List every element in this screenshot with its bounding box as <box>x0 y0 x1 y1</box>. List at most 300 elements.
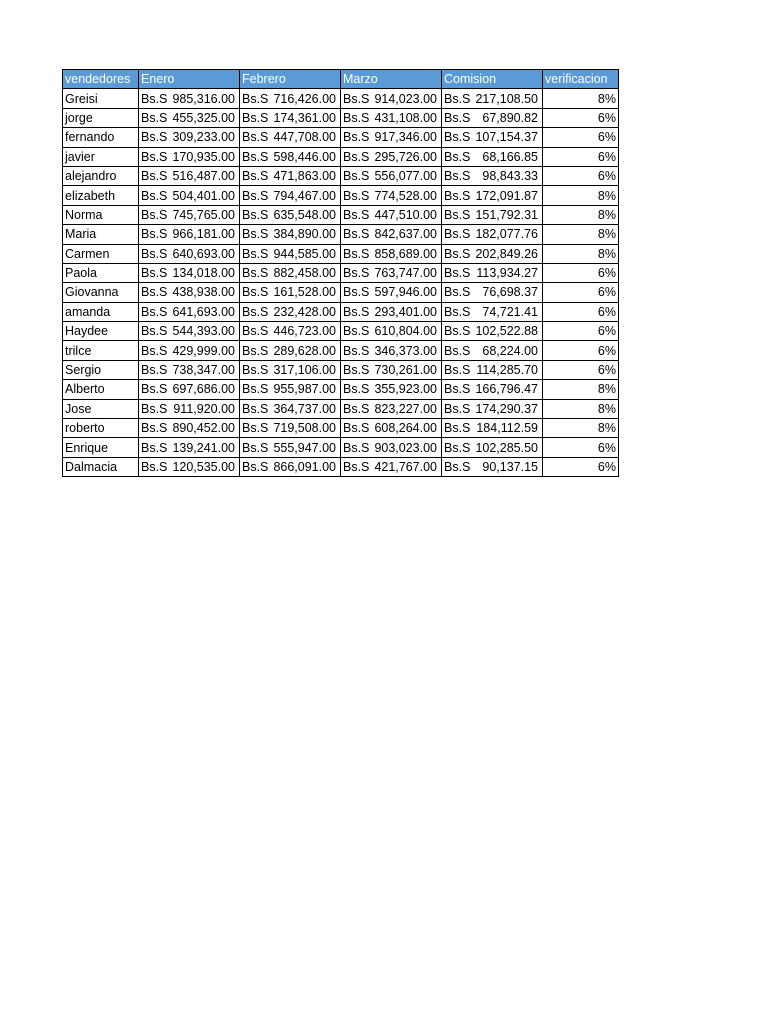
cell-febrero[interactable] <box>240 419 341 438</box>
cell-vendedor[interactable]: Alberto <box>63 380 139 399</box>
amount-value: 944,585.00 <box>273 246 336 261</box>
amount-value: 107,154.37 <box>475 130 538 145</box>
currency-label: Bs.S <box>444 304 471 319</box>
cell-febrero[interactable] <box>240 244 341 263</box>
cell-enero[interactable] <box>139 438 240 457</box>
currency-label: Bs.S <box>242 130 269 145</box>
amount-value: 556,077.00 <box>374 169 437 184</box>
amount-value: 113,934.27 <box>476 266 538 281</box>
amount-value: 102,285.50 <box>475 440 538 455</box>
amount-value: 842,637.00 <box>374 227 437 242</box>
currency-label: Bs.S <box>242 285 269 300</box>
table-row <box>63 147 619 166</box>
currency-label: Bs.S <box>141 401 168 416</box>
amount-value: 174,290.37 <box>475 401 538 416</box>
cell-verificacion[interactable]: 6% <box>543 302 619 321</box>
cell-verificacion[interactable]: 6% <box>543 166 619 185</box>
currency-label: Bs.S <box>242 460 269 474</box>
currency-label: Bs.S <box>141 285 168 300</box>
amount-value: 346,373.00 <box>374 343 437 358</box>
spreadsheet-sheet <box>62 69 619 477</box>
cell-enero[interactable] <box>139 419 240 438</box>
currency-label: Bs.S <box>444 285 471 300</box>
cell-enero[interactable] <box>139 341 240 360</box>
currency-label: Bs.S <box>444 91 471 106</box>
currency-label: Bs.S <box>343 440 370 455</box>
cell-vendedor[interactable]: Paola <box>63 263 139 282</box>
currency-label: Bs.S <box>242 401 269 416</box>
cell-febrero[interactable] <box>240 89 341 108</box>
cell-verificacion[interactable]: 6% <box>543 341 619 360</box>
amount-value: 641,693.00 <box>172 304 235 319</box>
currency-label: Bs.S <box>343 401 370 416</box>
amount-value: 745,765.00 <box>172 207 235 222</box>
amount-value: 914,023.00 <box>374 91 437 106</box>
amount-value: 421,767.00 <box>374 460 437 474</box>
amount-value: 610,804.00 <box>374 324 437 339</box>
amount-value: 955,987.00 <box>273 382 336 397</box>
amount-value: 317,106.00 <box>273 363 336 378</box>
amount-value: 446,723.00 <box>273 324 336 339</box>
currency-label: Bs.S <box>343 149 370 164</box>
cell-comision[interactable] <box>442 263 543 282</box>
table-row <box>63 419 619 438</box>
currency-label: Bs.S <box>242 363 269 378</box>
amount-value: 114,285.70 <box>476 363 538 378</box>
amount-value: 635,548.00 <box>273 207 336 222</box>
amount-value: 202,849.26 <box>475 246 538 261</box>
amount-value: 170,935.00 <box>172 149 235 164</box>
cell-vendedor[interactable]: Norma <box>63 205 139 224</box>
currency-label: Bs.S <box>343 110 370 125</box>
amount-value: 455,325.00 <box>172 110 235 125</box>
cell-febrero[interactable] <box>240 108 341 127</box>
amount-value: 438,938.00 <box>172 285 235 300</box>
cell-comision[interactable] <box>442 322 543 341</box>
cell-febrero[interactable] <box>240 341 341 360</box>
currency-label: Bs.S <box>242 382 269 397</box>
cell-febrero[interactable] <box>240 263 341 282</box>
currency-label: Bs.S <box>444 440 471 455</box>
cell-enero[interactable] <box>139 147 240 166</box>
cell-febrero[interactable] <box>240 360 341 379</box>
currency-label: Bs.S <box>444 401 471 416</box>
cell-marzo[interactable] <box>341 147 442 166</box>
amount-value: 966,181.00 <box>172 227 235 242</box>
cell-febrero[interactable] <box>240 322 341 341</box>
cell-comision[interactable] <box>442 89 543 108</box>
cell-comision[interactable] <box>442 302 543 321</box>
amount-value: 555,947.00 <box>273 440 336 455</box>
currency-label: Bs.S <box>242 91 269 106</box>
cell-comision[interactable] <box>442 244 543 263</box>
amount-value: 774,528.00 <box>374 188 437 203</box>
currency-label: Bs.S <box>343 246 370 261</box>
cell-verificacion[interactable]: 6% <box>543 108 619 127</box>
cell-vendedor[interactable]: Jose <box>63 399 139 418</box>
amount-value: 384,890.00 <box>273 227 336 242</box>
amount-value: 447,708.00 <box>273 130 336 145</box>
header-verificacion[interactable]: verificacion <box>543 70 619 89</box>
cell-marzo[interactable] <box>341 263 442 282</box>
cell-comision[interactable] <box>442 341 543 360</box>
cell-febrero[interactable] <box>240 147 341 166</box>
table-row <box>63 186 619 205</box>
amount-value: 184,112.59 <box>476 421 538 436</box>
cell-enero[interactable] <box>139 360 240 379</box>
currency-label: Bs.S <box>444 169 471 184</box>
currency-label: Bs.S <box>242 266 269 281</box>
amount-value: 763,747.00 <box>374 266 437 281</box>
cell-vendedor[interactable]: Dalmacia <box>63 457 139 476</box>
cell-marzo[interactable] <box>341 341 442 360</box>
cell-verificacion[interactable]: 6% <box>543 283 619 302</box>
cell-verificacion[interactable]: 8% <box>543 186 619 205</box>
cell-febrero[interactable] <box>240 399 341 418</box>
cell-febrero[interactable] <box>240 302 341 321</box>
currency-label: Bs.S <box>343 421 370 436</box>
cell-marzo[interactable] <box>341 322 442 341</box>
cell-marzo[interactable] <box>341 128 442 147</box>
table-row <box>63 225 619 244</box>
currency-label: Bs.S <box>141 188 168 203</box>
cell-verificacion[interactable]: 6% <box>543 147 619 166</box>
cell-vendedor[interactable]: jorge <box>63 108 139 127</box>
table-row <box>63 166 619 185</box>
currency-label: Bs.S <box>141 382 168 397</box>
cell-verificacion[interactable]: 6% <box>543 322 619 341</box>
cell-verificacion[interactable]: 6% <box>543 263 619 282</box>
amount-value: 917,346.00 <box>374 130 437 145</box>
cell-verificacion[interactable]: 8% <box>543 380 619 399</box>
table-row <box>63 399 619 418</box>
cell-comision[interactable] <box>442 225 543 244</box>
table-row <box>63 360 619 379</box>
amount-value: 182,077.76 <box>475 227 538 242</box>
cell-comision[interactable] <box>442 399 543 418</box>
amount-value: 504,401.00 <box>172 188 235 203</box>
currency-label: Bs.S <box>242 188 269 203</box>
amount-value: 355,923.00 <box>374 382 437 397</box>
amount-value: 866,091.00 <box>273 460 336 474</box>
cell-verificacion[interactable]: 6% <box>543 438 619 457</box>
cell-marzo[interactable] <box>341 360 442 379</box>
cell-enero[interactable] <box>139 108 240 127</box>
amount-value: 544,393.00 <box>172 324 235 339</box>
currency-label: Bs.S <box>242 149 269 164</box>
currency-label: Bs.S <box>444 246 471 261</box>
cell-enero[interactable] <box>139 283 240 302</box>
amount-value: 598,446.00 <box>273 149 336 164</box>
amount-value: 985,316.00 <box>172 91 235 106</box>
amount-value: 293,401.00 <box>374 304 437 319</box>
currency-label: Bs.S <box>444 110 471 125</box>
cell-enero[interactable] <box>139 244 240 263</box>
currency-label: Bs.S <box>242 169 269 184</box>
cell-enero[interactable] <box>139 186 240 205</box>
amount-value: 232,428.00 <box>273 304 336 319</box>
amount-value: 890,452.00 <box>172 421 235 436</box>
currency-label: Bs.S <box>242 227 269 242</box>
cell-enero[interactable] <box>139 225 240 244</box>
amount-value: 134,018.00 <box>172 266 235 281</box>
cell-marzo[interactable] <box>341 380 442 399</box>
amount-value: 309,233.00 <box>172 130 235 145</box>
cell-enero[interactable] <box>139 399 240 418</box>
amount-value: 608,264.00 <box>374 421 437 436</box>
currency-label: Bs.S <box>141 246 168 261</box>
amount-value: 139,241.00 <box>172 440 235 455</box>
cell-comision[interactable] <box>442 419 543 438</box>
cell-comision[interactable] <box>442 128 543 147</box>
cell-enero[interactable] <box>139 457 240 476</box>
currency-label: Bs.S <box>444 324 471 339</box>
cell-febrero[interactable] <box>240 438 341 457</box>
cell-enero[interactable] <box>139 322 240 341</box>
cell-marzo[interactable] <box>341 205 442 224</box>
cell-marzo[interactable] <box>341 302 442 321</box>
amount-value: 697,686.00 <box>172 382 235 397</box>
currency-label: Bs.S <box>343 169 370 184</box>
currency-label: Bs.S <box>444 227 471 242</box>
currency-label: Bs.S <box>343 460 370 474</box>
currency-label: Bs.S <box>141 91 168 106</box>
currency-label: Bs.S <box>242 207 269 222</box>
cell-vendedor[interactable]: alejandro <box>63 166 139 185</box>
cell-marzo[interactable] <box>341 186 442 205</box>
amount-value: 68,166.85 <box>482 149 538 164</box>
cell-febrero[interactable] <box>240 457 341 476</box>
cell-febrero[interactable] <box>240 380 341 399</box>
cell-febrero[interactable] <box>240 186 341 205</box>
currency-label: Bs.S <box>343 324 370 339</box>
currency-label: Bs.S <box>343 91 370 106</box>
amount-value: 67,890.82 <box>482 110 538 125</box>
currency-label: Bs.S <box>444 266 471 281</box>
cell-verificacion[interactable]: 6% <box>543 128 619 147</box>
cell-marzo[interactable] <box>341 283 442 302</box>
sales-table <box>62 69 619 477</box>
table-row <box>63 205 619 224</box>
cell-verificacion[interactable]: 6% <box>543 360 619 379</box>
currency-label: Bs.S <box>444 207 471 222</box>
currency-label: Bs.S <box>242 110 269 125</box>
cell-enero[interactable] <box>139 263 240 282</box>
header-febrero[interactable]: Febrero <box>240 70 341 89</box>
amount-value: 447,510.00 <box>374 207 437 222</box>
cell-febrero[interactable] <box>240 283 341 302</box>
cell-marzo[interactable] <box>341 166 442 185</box>
table-row <box>63 438 619 457</box>
currency-label: Bs.S <box>141 324 168 339</box>
currency-label: Bs.S <box>343 363 370 378</box>
cell-comision[interactable] <box>442 283 543 302</box>
cell-marzo[interactable] <box>341 225 442 244</box>
header-comision[interactable]: Comision <box>442 70 543 89</box>
currency-label: Bs.S <box>141 304 168 319</box>
currency-label: Bs.S <box>343 188 370 203</box>
amount-value: 74,721.41 <box>482 304 538 319</box>
cell-vendedor[interactable]: Sergio <box>63 360 139 379</box>
cell-marzo[interactable] <box>341 399 442 418</box>
cell-verificacion[interactable]: 8% <box>543 244 619 263</box>
currency-label: Bs.S <box>444 421 471 436</box>
amount-value: 90,137.15 <box>482 460 538 474</box>
cell-verificacion[interactable]: 6% <box>543 457 619 476</box>
cell-vendedor[interactable]: Giovanna <box>63 283 139 302</box>
cell-marzo[interactable] <box>341 108 442 127</box>
cell-vendedor[interactable]: Maria <box>63 225 139 244</box>
cell-comision[interactable] <box>442 205 543 224</box>
currency-label: Bs.S <box>343 304 370 319</box>
cell-verificacion[interactable]: 8% <box>543 225 619 244</box>
cell-enero[interactable] <box>139 380 240 399</box>
amount-value: 738,347.00 <box>172 363 235 378</box>
amount-value: 166,796.47 <box>475 382 538 397</box>
amount-value: 471,863.00 <box>273 169 336 184</box>
cell-comision[interactable] <box>442 457 543 476</box>
amount-value: 903,023.00 <box>374 440 437 455</box>
cell-marzo[interactable] <box>341 438 442 457</box>
currency-label: Bs.S <box>141 421 168 436</box>
currency-label: Bs.S <box>141 207 168 222</box>
cell-comision[interactable] <box>442 166 543 185</box>
amount-value: 823,227.00 <box>374 401 437 416</box>
currency-label: Bs.S <box>343 207 370 222</box>
cell-vendedor[interactable]: roberto <box>63 419 139 438</box>
cell-vendedor[interactable]: javier <box>63 147 139 166</box>
currency-label: Bs.S <box>141 110 168 125</box>
cell-comision[interactable] <box>442 380 543 399</box>
cell-comision[interactable] <box>442 438 543 457</box>
amount-value: 640,693.00 <box>172 246 235 261</box>
cell-marzo[interactable] <box>341 457 442 476</box>
table-body <box>63 89 619 477</box>
cell-enero[interactable] <box>139 128 240 147</box>
currency-label: Bs.S <box>242 324 269 339</box>
amount-value: 911,920.00 <box>173 401 235 416</box>
cell-vendedor[interactable]: amanda <box>63 302 139 321</box>
currency-label: Bs.S <box>343 130 370 145</box>
table-row <box>63 457 619 476</box>
table-row <box>63 244 619 263</box>
cell-vendedor[interactable]: Greisi <box>63 89 139 108</box>
amount-value: 289,628.00 <box>273 343 336 358</box>
table-row <box>63 283 619 302</box>
cell-enero[interactable] <box>139 205 240 224</box>
header-vendedores[interactable]: vendedores <box>63 70 139 89</box>
cell-vendedor[interactable]: elizabeth <box>63 186 139 205</box>
cell-vendedor[interactable]: Haydee <box>63 322 139 341</box>
cell-verificacion[interactable]: 8% <box>543 399 619 418</box>
currency-label: Bs.S <box>444 149 471 164</box>
cell-febrero[interactable] <box>240 128 341 147</box>
cell-comision[interactable] <box>442 360 543 379</box>
currency-label: Bs.S <box>141 169 168 184</box>
table-row <box>63 263 619 282</box>
cell-enero[interactable] <box>139 89 240 108</box>
cell-comision[interactable] <box>442 186 543 205</box>
currency-label: Bs.S <box>141 440 168 455</box>
table-row <box>63 322 619 341</box>
table-row <box>63 108 619 127</box>
amount-value: 719,508.00 <box>273 421 336 436</box>
amount-value: 295,726.00 <box>374 149 437 164</box>
currency-label: Bs.S <box>343 382 370 397</box>
cell-vendedor[interactable]: Enrique <box>63 438 139 457</box>
amount-value: 120,535.00 <box>172 460 235 474</box>
cell-marzo[interactable] <box>341 419 442 438</box>
header-marzo[interactable]: Marzo <box>341 70 442 89</box>
currency-label: Bs.S <box>141 149 168 164</box>
currency-label: Bs.S <box>141 343 168 358</box>
cell-febrero[interactable] <box>240 166 341 185</box>
currency-label: Bs.S <box>242 304 269 319</box>
currency-label: Bs.S <box>444 130 471 145</box>
cell-febrero[interactable] <box>240 225 341 244</box>
amount-value: 68,224.00 <box>482 343 538 358</box>
header-row <box>63 70 619 89</box>
amount-value: 716,426.00 <box>273 91 336 106</box>
cell-vendedor[interactable]: fernando <box>63 128 139 147</box>
cell-verificacion[interactable]: 8% <box>543 419 619 438</box>
amount-value: 429,999.00 <box>172 343 235 358</box>
header-enero[interactable]: Enero <box>139 70 240 89</box>
amount-value: 174,361.00 <box>273 110 336 125</box>
amount-value: 858,689.00 <box>374 246 437 261</box>
currency-label: Bs.S <box>141 363 168 378</box>
amount-value: 730,261.00 <box>374 363 437 378</box>
currency-label: Bs.S <box>242 343 269 358</box>
cell-enero[interactable] <box>139 166 240 185</box>
cell-verificacion[interactable]: 8% <box>543 205 619 224</box>
cell-comision[interactable] <box>442 147 543 166</box>
amount-value: 794,467.00 <box>273 188 336 203</box>
cell-vendedor[interactable]: Carmen <box>63 244 139 263</box>
table-row <box>63 302 619 321</box>
cell-vendedor[interactable]: trilce <box>63 341 139 360</box>
cell-verificacion[interactable]: 8% <box>543 89 619 108</box>
cell-comision[interactable] <box>442 108 543 127</box>
currency-label: Bs.S <box>444 460 471 474</box>
table-row <box>63 341 619 360</box>
currency-label: Bs.S <box>343 285 370 300</box>
table-row <box>63 89 619 108</box>
currency-label: Bs.S <box>242 440 269 455</box>
currency-label: Bs.S <box>444 382 471 397</box>
currency-label: Bs.S <box>444 188 471 203</box>
currency-label: Bs.S <box>343 227 370 242</box>
cell-marzo[interactable] <box>341 244 442 263</box>
amount-value: 151,792.31 <box>475 207 538 222</box>
currency-label: Bs.S <box>343 266 370 281</box>
cell-enero[interactable] <box>139 302 240 321</box>
amount-value: 516,487.00 <box>172 169 235 184</box>
currency-label: Bs.S <box>141 266 168 281</box>
currency-label: Bs.S <box>141 130 168 145</box>
currency-label: Bs.S <box>444 343 471 358</box>
amount-value: 431,108.00 <box>374 110 437 125</box>
cell-marzo[interactable] <box>341 89 442 108</box>
amount-value: 172,091.87 <box>475 188 538 203</box>
cell-febrero[interactable] <box>240 205 341 224</box>
currency-label: Bs.S <box>141 460 168 474</box>
amount-value: 217,108.50 <box>475 91 538 106</box>
amount-value: 364,737.00 <box>273 401 336 416</box>
currency-label: Bs.S <box>242 246 269 261</box>
currency-label: Bs.S <box>242 421 269 436</box>
amount-value: 98,843.33 <box>482 169 538 184</box>
